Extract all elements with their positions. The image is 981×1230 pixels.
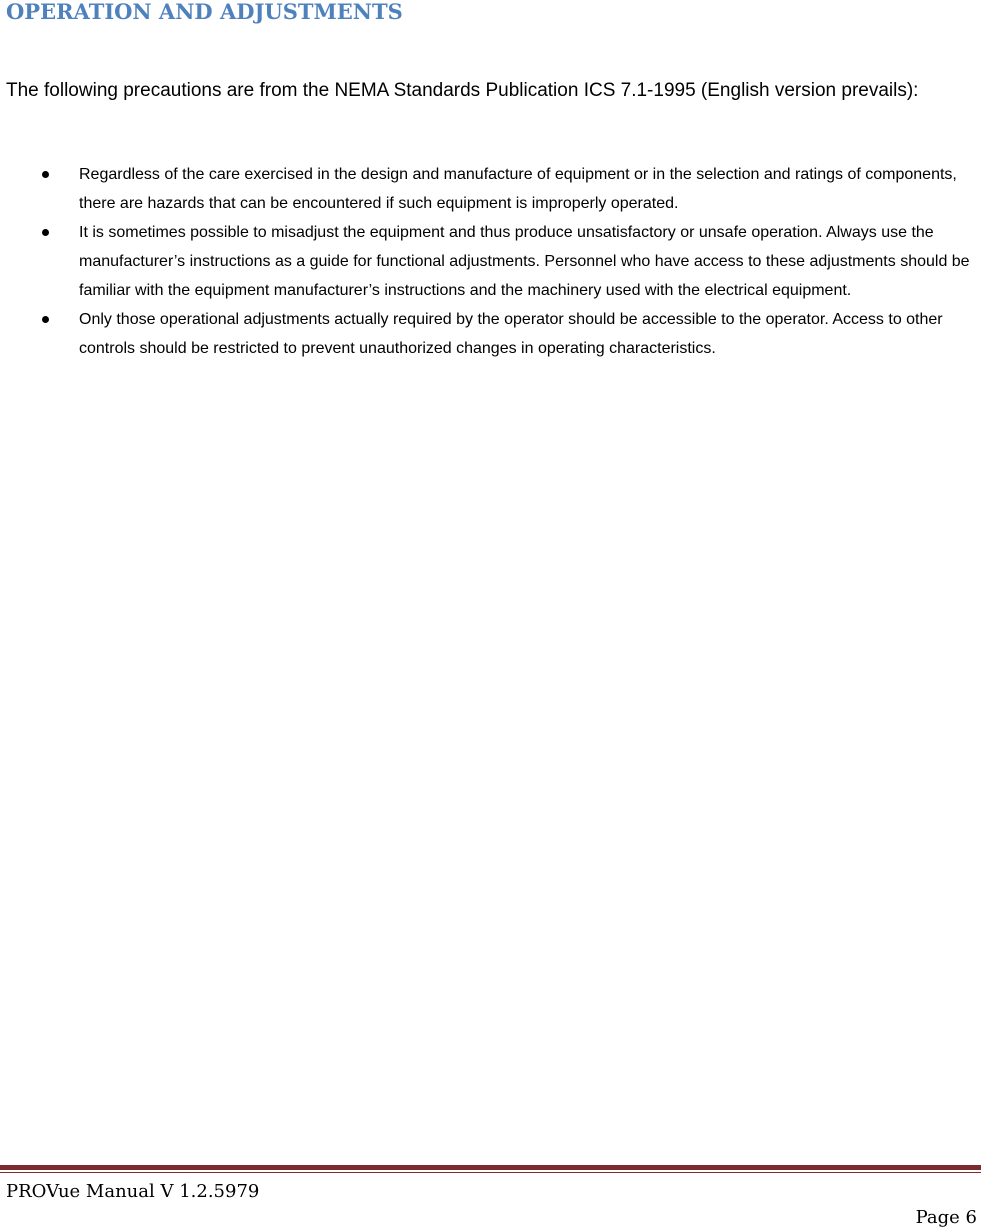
precautions-list — [0, 160, 975, 363]
intro-paragraph: The following precautions are from the NEMA Standards Publication ICS 7.1-1995 (English version prevails): — [6, 80, 919, 101]
list-item — [0, 305, 975, 363]
bullet-icon — [42, 316, 49, 323]
footer-divider-thin — [0, 1172, 981, 1173]
footer-page-number: Page 6 — [915, 1207, 977, 1228]
list-item-text: Regardless of the care exercised in the design and manufacture of equipment or in the selection and ratings of components, there are hazards that can be encountered if such equipment is improperly operated. — [79, 166, 957, 212]
list-item-text: It is sometimes possible to misadjust the equipment and thus produce unsatisfactory or unsafe operation. Always use the manufacturer’s instructions as a guide for functional adjustments. Personnel who have access to these adjustments should be familiar with the equipment manufacturer’s instructions and the machinery used with the electrical equipment. — [79, 224, 970, 299]
list-item-text: Only those operational adjustments actually required by the operator should be accessible to the operator. Access to other controls should be restricted to prevent unauthorized changes in operating characteristics. — [79, 311, 943, 357]
list-item — [0, 160, 975, 218]
list-item — [0, 218, 975, 305]
bullet-icon — [42, 229, 49, 236]
footer-divider — [0, 1165, 981, 1170]
bullet-icon — [42, 171, 49, 178]
footer-manual-title: PROVue Manual V 1.2.5979 — [6, 1181, 260, 1202]
section-heading: OPERATION AND ADJUSTMENTS — [6, 0, 403, 24]
